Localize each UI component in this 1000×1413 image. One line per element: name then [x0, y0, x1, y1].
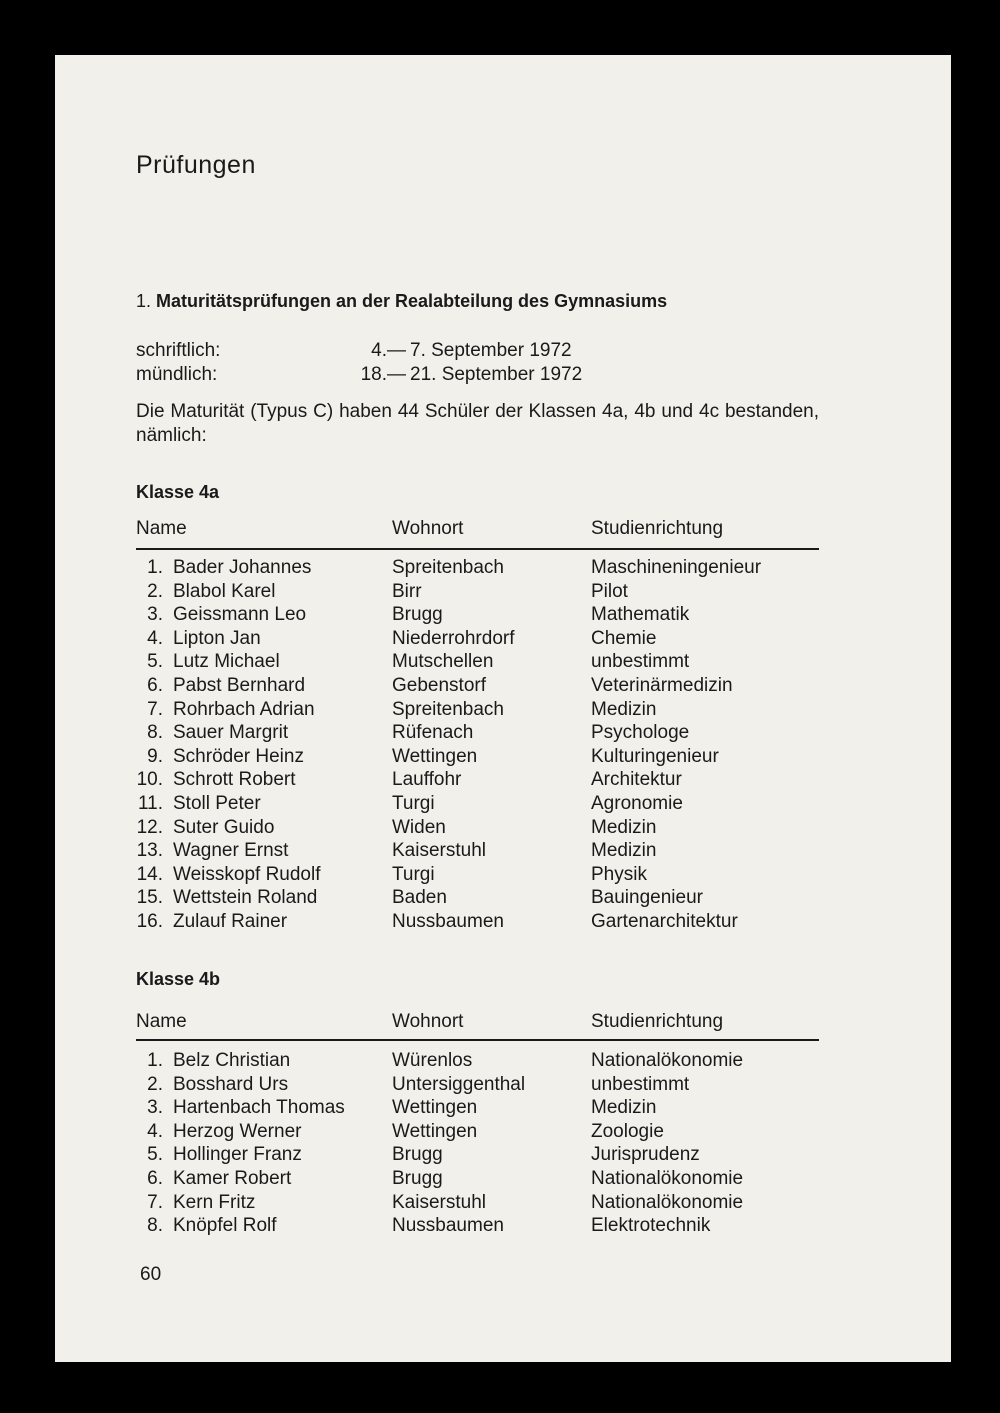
student-name: Kamer Robert	[173, 1167, 292, 1189]
student-name: Blabol Karel	[173, 580, 276, 602]
student-studienrichtung: Mathematik	[591, 604, 690, 626]
row-number: 14.	[136, 863, 163, 885]
class-heading-4b: Klasse 4b	[136, 969, 221, 989]
student-name: Weisskopf Rudolf	[173, 863, 321, 885]
row-number: 6.	[147, 1167, 163, 1189]
student-name: Pabst Bernhard	[173, 674, 306, 696]
student-name: Stoll Peter	[173, 792, 261, 814]
row-number: 16.	[136, 910, 163, 932]
table-row	[136, 581, 819, 605]
student-studienrichtung: Physik	[591, 863, 647, 885]
student-name: Lutz Michael	[173, 651, 280, 673]
student-name: Schrott Robert	[173, 769, 296, 791]
row-number: 1.	[147, 1050, 163, 1071]
table-rule-4b	[136, 1039, 819, 1041]
table-header-4a	[136, 518, 819, 544]
student-name: Lipton Jan	[173, 627, 261, 649]
date-from: 4.—	[371, 340, 406, 361]
student-wohnort: Kaiserstuhl	[392, 840, 486, 862]
student-wohnort: Turgi	[392, 792, 435, 814]
document-page	[55, 55, 951, 1362]
class-heading-4a: Klasse 4a	[136, 482, 220, 502]
page-title: Prüfungen	[136, 151, 256, 179]
student-studienrichtung: Medizin	[591, 698, 657, 720]
column-header-wohnort: Wohnort	[392, 1011, 464, 1032]
table-row	[136, 1168, 819, 1192]
student-wohnort: Mutschellen	[392, 651, 494, 673]
student-studienrichtung: unbestimmt	[591, 1073, 690, 1095]
table-row	[136, 911, 819, 935]
student-wohnort: Wettingen	[392, 1120, 478, 1142]
table-row	[136, 557, 819, 581]
student-name: Hartenbach Thomas	[173, 1097, 345, 1119]
row-number: 5.	[147, 1144, 163, 1166]
student-wohnort: Rüfenach	[392, 722, 474, 744]
column-header-name: Name	[136, 1011, 187, 1032]
student-name: Herzog Werner	[173, 1120, 302, 1142]
table-body-4a	[136, 557, 819, 935]
row-number: 2.	[147, 580, 163, 602]
student-name: Sauer Margrit	[173, 722, 289, 744]
student-name: Suter Guido	[173, 816, 275, 838]
page-number: 60	[140, 1264, 162, 1285]
student-name: Kern Fritz	[173, 1191, 256, 1213]
student-wohnort: Brugg	[392, 1144, 443, 1166]
student-name: Bosshard Urs	[173, 1073, 289, 1095]
row-number: 8.	[147, 722, 163, 744]
row-number: 5.	[147, 651, 163, 673]
table-row	[136, 1144, 819, 1168]
student-studienrichtung: Medizin	[591, 840, 657, 862]
student-studienrichtung: Maschineningenieur	[591, 557, 762, 578]
student-studienrichtung: Chemie	[591, 627, 657, 649]
student-studienrichtung: Veterinärmedizin	[591, 674, 733, 696]
student-wohnort: Widen	[392, 816, 446, 838]
student-name: Rohrbach Adrian	[173, 698, 315, 720]
student-studienrichtung: unbestimmt	[591, 651, 690, 673]
table-row	[136, 675, 819, 699]
section-title: Maturitätsprüfungen an der Realabteilung des Gymnasiums	[156, 291, 668, 311]
student-wohnort: Nussbaumen	[392, 910, 504, 932]
date-row-oral	[136, 363, 582, 387]
table-row	[136, 769, 819, 793]
table-row	[136, 793, 819, 817]
student-name: Bader Johannes	[173, 557, 312, 578]
student-name: Wettstein Roland	[173, 887, 318, 909]
student-studienrichtung: Psychologe	[591, 722, 690, 744]
table-row	[136, 699, 819, 723]
student-wohnort: Untersiggenthal	[392, 1073, 526, 1095]
table-row	[136, 1050, 819, 1074]
student-wohnort: Lauffohr	[392, 769, 462, 791]
student-name: Zulauf Rainer	[173, 910, 288, 932]
table-row	[136, 864, 819, 888]
student-studienrichtung: Pilot	[591, 580, 628, 602]
column-header-studienrichtung: Studienrichtung	[591, 1011, 724, 1032]
student-studienrichtung: Nationalökonomie	[591, 1191, 744, 1213]
row-number: 4.	[147, 1120, 163, 1142]
intro-paragraph: Die Maturität (Typus C) haben 44 Schüler der Klassen 4a, 4b und 4c bestanden, nämlich:	[136, 401, 819, 446]
table-row	[136, 1215, 819, 1239]
student-studienrichtung: Kulturingenieur	[591, 745, 719, 767]
table-row	[136, 887, 819, 911]
row-number: 7.	[147, 1191, 163, 1213]
student-wohnort: Nussbaumen	[392, 1215, 504, 1237]
date-to: 21. September 1972	[410, 364, 583, 385]
student-name: Schröder Heinz	[173, 745, 304, 767]
row-number: 12.	[136, 816, 163, 838]
table-row	[136, 746, 819, 770]
student-studienrichtung: Medizin	[591, 816, 657, 838]
student-studienrichtung: Nationalökonomie	[591, 1167, 744, 1189]
column-header-studienrichtung: Studienrichtung	[591, 518, 724, 539]
student-studienrichtung: Agronomie	[591, 792, 683, 814]
table-body-4b	[136, 1050, 819, 1239]
student-studienrichtung: Zoologie	[591, 1120, 664, 1142]
student-name: Belz Christian	[173, 1050, 291, 1071]
student-studienrichtung: Jurisprudenz	[591, 1144, 700, 1166]
table-row	[136, 1121, 819, 1145]
date-to: 7. September 1972	[410, 340, 572, 361]
student-wohnort: Würenlos	[392, 1050, 473, 1071]
date-label: schriftlich:	[136, 340, 221, 361]
table-row	[136, 840, 819, 864]
date-label: mündlich:	[136, 364, 218, 385]
student-name: Knöpfel Rolf	[173, 1215, 277, 1237]
student-wohnort: Wettingen	[392, 1097, 478, 1119]
row-number: 13.	[136, 840, 163, 862]
table-row	[136, 722, 819, 746]
date-from: 18.—	[360, 364, 406, 385]
student-wohnort: Spreitenbach	[392, 698, 504, 720]
table-row	[136, 1192, 819, 1216]
row-number: 4.	[147, 627, 163, 649]
row-number: 7.	[147, 698, 163, 720]
row-number: 10.	[136, 769, 163, 791]
student-studienrichtung: Elektrotechnik	[591, 1215, 711, 1237]
student-wohnort: Birr	[392, 580, 422, 602]
table-row	[136, 651, 819, 675]
table-row	[136, 1097, 819, 1121]
student-wohnort: Wettingen	[392, 745, 478, 767]
table-row	[136, 604, 819, 628]
row-number: 8.	[147, 1215, 163, 1237]
student-studienrichtung: Bauingenieur	[591, 887, 703, 909]
row-number: 3.	[147, 604, 163, 626]
exam-dates	[136, 339, 582, 387]
row-number: 15.	[136, 887, 163, 909]
student-wohnort: Niederrohrdorf	[392, 627, 515, 649]
student-wohnort: Kaiserstuhl	[392, 1191, 486, 1213]
section-heading	[136, 291, 667, 312]
student-name: Hollinger Franz	[173, 1144, 302, 1166]
section-number: 1.	[136, 291, 152, 311]
table-rule-4a	[136, 548, 819, 550]
student-studienrichtung: Nationalökonomie	[591, 1050, 744, 1071]
table-row	[136, 1074, 819, 1098]
row-number: 11.	[137, 792, 163, 814]
row-number: 9.	[147, 745, 163, 767]
student-wohnort: Gebenstorf	[392, 674, 486, 696]
student-wohnort: Spreitenbach	[392, 557, 504, 578]
column-header-wohnort: Wohnort	[392, 518, 464, 539]
student-wohnort: Turgi	[392, 863, 435, 885]
table-row	[136, 817, 819, 841]
student-name: Geissmann Leo	[173, 604, 307, 626]
table-row	[136, 628, 819, 652]
student-wohnort: Brugg	[392, 604, 443, 626]
student-studienrichtung: Medizin	[591, 1097, 657, 1119]
student-name: Wagner Ernst	[173, 840, 289, 862]
row-number: 6.	[147, 674, 163, 696]
row-number: 1.	[147, 557, 163, 578]
row-number: 2.	[147, 1073, 163, 1095]
row-number: 3.	[147, 1097, 163, 1119]
student-wohnort: Baden	[392, 887, 447, 909]
table-header-4b	[136, 1011, 819, 1037]
student-studienrichtung: Gartenarchitektur	[591, 910, 738, 932]
column-header-name: Name	[136, 518, 187, 539]
student-studienrichtung: Architektur	[591, 769, 682, 791]
date-row-written	[136, 339, 582, 363]
student-wohnort: Brugg	[392, 1167, 443, 1189]
